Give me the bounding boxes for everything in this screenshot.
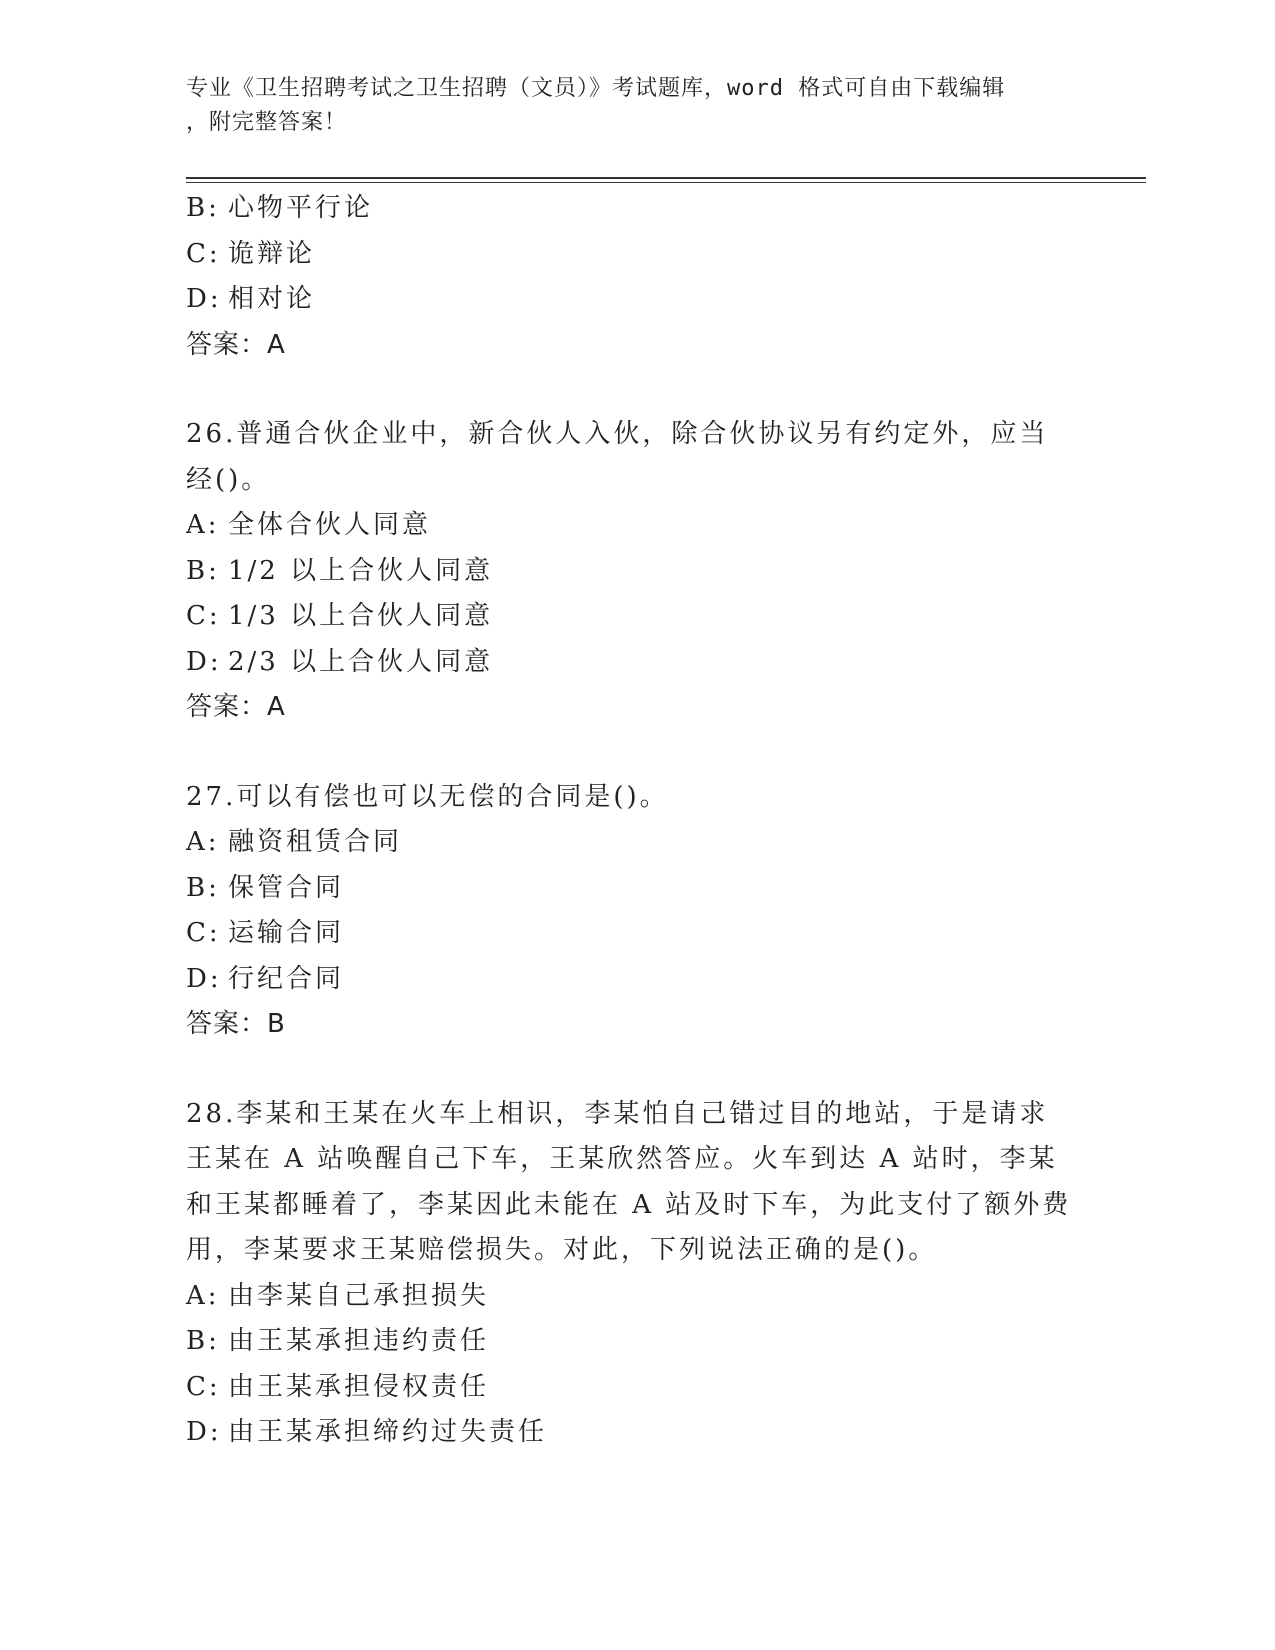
page-header: [186, 72, 1066, 140]
spacer: [186, 1048, 1086, 1092]
answer-line: 答案：B: [186, 1009, 286, 1039]
option-line: [186, 911, 1086, 957]
question-text: 27.可以有偿也可以无偿的合同是()。: [186, 781, 669, 812]
option-line: [186, 549, 1086, 595]
option-text: 相对论: [228, 284, 316, 314]
option-text: 心物平行论: [228, 193, 374, 223]
answer-line: 答案：A: [186, 692, 286, 722]
option-letter: D:: [186, 963, 222, 994]
carryover-block: [186, 186, 1086, 368]
option-letter: C:: [186, 918, 221, 948]
option-text: 行纪合同: [228, 963, 345, 994]
question-list: [186, 186, 1086, 1456]
question-text: 26.普通合伙企业中，新合伙人入伙，除合伙协议另有约定外，应当经()。: [186, 419, 1049, 495]
option-line: [186, 820, 1086, 866]
option-line: [186, 277, 1086, 323]
option-text: 融资租赁合同: [228, 827, 403, 857]
question-text: 28.李某和王某在火车上相识，李某怕自己错过目的地站，于是请求王某在 A 站唤醒自己下车，王某欣然答应。火车到达 A 站时，李某和王某都睡着了，李某因此未能在 A 站及时下车，为此支付了额外费用，李某要求王某赔偿损失。对此，下列说法正确的是()。: [186, 1098, 1072, 1265]
question-block-27: [186, 775, 1086, 1048]
option-text: 保管合同: [228, 872, 345, 903]
option-line: [186, 957, 1086, 1003]
option-letter: A:: [186, 827, 220, 857]
option-letter: C:: [186, 238, 221, 269]
option-letter: A:: [186, 1280, 220, 1311]
option-letter: D:: [186, 646, 222, 677]
option-text: 2/3 以上合伙人同意: [228, 646, 494, 677]
option-line: [186, 232, 1086, 278]
option-letter: B:: [186, 193, 220, 223]
option-letter: B:: [186, 555, 220, 586]
header-divider-thin: [186, 182, 1146, 183]
option-text: 由王某承担缔约过失责任: [228, 1417, 548, 1447]
option-letter: B:: [186, 872, 220, 903]
header-line-1: 专业《卫生招聘考试之卫生招聘（文员）》考试题库，word 格式可自由下载编辑: [186, 76, 1006, 101]
option-letter: C:: [186, 601, 221, 631]
option-text: 1/2 以上合伙人同意: [228, 555, 494, 586]
spacer: [186, 368, 1086, 412]
option-line: [186, 866, 1086, 912]
option-text: 由王某承担侵权责任: [228, 1371, 490, 1402]
option-text: 运输合同: [228, 918, 345, 948]
option-text: 由王某承担违约责任: [228, 1326, 490, 1356]
answer-line: 答案：A: [186, 329, 286, 360]
option-letter: D:: [186, 1417, 222, 1447]
header-line-2: ，附完整答案！: [186, 110, 348, 135]
option-letter: B:: [186, 1326, 220, 1356]
option-text: 全体合伙人同意: [228, 510, 432, 540]
option-line: [186, 503, 1086, 549]
header-divider-thick: [186, 177, 1146, 179]
spacer: [186, 731, 1086, 775]
option-line: [186, 1274, 1086, 1320]
option-text: 1/3 以上合伙人同意: [228, 601, 494, 631]
option-text: 诡辩论: [228, 238, 316, 269]
option-letter: C:: [186, 1371, 221, 1402]
option-letter: A:: [186, 510, 220, 540]
option-line: [186, 1319, 1086, 1365]
option-line: [186, 1410, 1086, 1456]
option-line: [186, 640, 1086, 686]
option-line: [186, 1365, 1086, 1411]
option-letter: D:: [186, 284, 222, 314]
question-block-26: [186, 412, 1086, 731]
question-block-28: [186, 1092, 1086, 1456]
option-text: 由李某自己承担损失: [228, 1280, 490, 1311]
option-line: [186, 186, 1086, 232]
option-line: [186, 594, 1086, 640]
